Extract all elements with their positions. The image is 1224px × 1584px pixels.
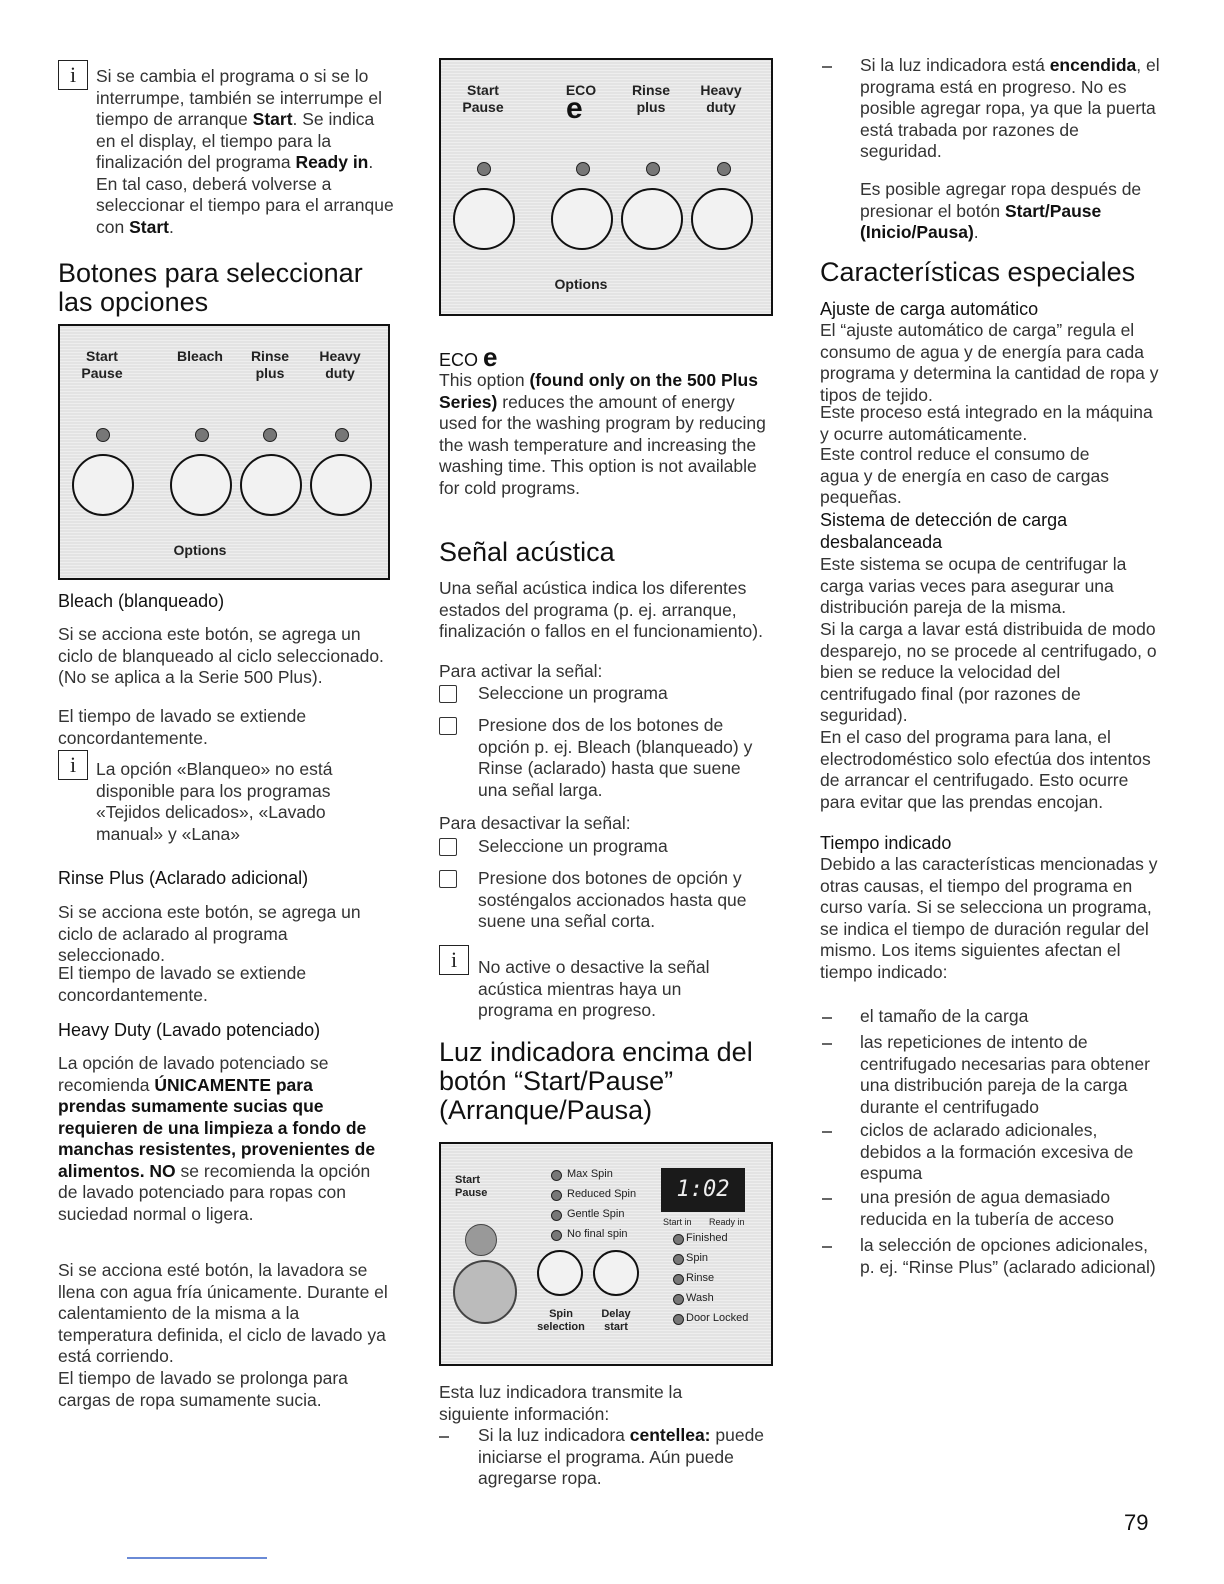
ready-in-label: Ready in [709,1217,745,1227]
checkbox-icon [439,838,457,856]
panel-label-eco: ECO [565,82,597,98]
info-icon: i [58,750,88,780]
agregar-ropa-text: Es posible agregar ropa después de presionar el botón Start/Pause (Inicio/Pausa). [860,179,1142,242]
eco-panel-image [439,58,773,316]
heavy-text3: El tiempo de lavado se prolonga para cargas de ropa sumamente sucia. [58,1368,348,1410]
list-dash [822,1131,832,1133]
panel-label-rinse: Rinse plus [250,348,290,381]
info-note-start: Si se cambia el programa o si se lo interrumpe, también se interrumpe el tiempo de arranque Start. Se indica en el display, el tiempo para la finalización del programa Ready in. En tal caso, deberá volverse a seleccionar el tiempo para el arranque con Start. [96,66,394,237]
info-icon: i [58,60,88,90]
option-button [170,454,232,516]
ajuste-text: El “ajuste automático de carga” regula el consumo de agua y de energía para cada programa y determina la cantidad de ropa y tipos de tejido. [820,320,1159,405]
panel-options-label: Options [173,542,227,558]
bleach-text: Si se acciona este botón, se agrega un ciclo de blanqueado al ciclo seleccionado. (No se aplica a la Serie 500 Plus). [58,624,384,687]
heavy-title: Heavy Duty (Lavado potenciado) [58,1020,321,1040]
indicator-led [673,1294,684,1305]
option-button [691,188,753,250]
indicator-led [195,428,209,442]
indicator-led [551,1190,562,1201]
bleach-title: Bleach (blanqueado) [58,591,225,611]
status-label: Spin [686,1252,709,1264]
list-item: las repeticiones de intento de centrifugado necesarias para obtener una distribución pareja de la carga durante el centrifugado [860,1032,1150,1117]
option-button [621,188,683,250]
panel-label-heavy: Heavy duty [700,82,742,115]
heading-senal: Señal acústica [439,537,615,567]
list-dash [822,1043,832,1045]
footer-link-line [127,1557,267,1559]
start-pause-button [453,1260,517,1324]
eco-symbol: e [566,92,583,125]
heading-botones: Botones para seleccionar las opciones [58,258,363,317]
list-dash [822,1246,832,1248]
rinse-title: Rinse Plus (Aclarado adicional) [58,868,309,888]
luz-item-encendida: Si la luz indicadora está encendida, el programa está en progreso. No es posible agregar ropa, ya que la puerta está trabada por razones de seguridad. [860,55,1160,161]
page-number: 79 [1124,1510,1149,1535]
list-dash [822,66,832,68]
checkbox-icon [439,870,457,888]
ajuste-text3: Este control reduce el consumo de agua y de energía en caso de cargas pequeñas. [820,444,1109,507]
desactivar-label: Para desactivar la señal: [439,813,631,833]
heading-caracteristicas: Características especiales [820,257,1136,287]
panel-options-label: Options [554,276,608,292]
spin-option: Reduced Spin [567,1188,637,1200]
list-dash [822,1198,832,1200]
checkbox-icon [439,717,457,735]
activar-step2: Presione dos de los botones de opción p. ej. Bleach (blanqueado) y Rinse (aclarado) hasta que suene una señal larga. [478,715,753,800]
sistema-text2: Si la carga a lavar está distribuida de modo desparejo, no se procede al centrifugado, o bien se reduce la velocidad del centrifugado final (por razones de seguridad). [820,619,1157,725]
indicator-led [717,162,731,176]
senal-text: Una señal acústica indica los diferentes estados del programa (p. ej. arranque, finalización o fallos en el funcionamiento). [439,578,763,641]
ajuste-text2: Este proceso está integrado en la máquina y ocurre automáticamente. [820,402,1153,444]
status-label: Finished [686,1232,728,1244]
tiempo-text: Debido a las características mencionadas y otras causas, el tiempo del programa en curso varía. Si se selecciona un programa, se indica el tiempo de duración regular del mismo. Los items siguientes afectan el tiempo indicado: [820,854,1158,982]
option-button [240,454,302,516]
list-item: el tamaño de la carga [860,1006,1029,1026]
indicator-light [465,1224,497,1256]
indicator-led [551,1170,562,1181]
indicator-led [673,1234,684,1245]
heavy-text2: Si se acciona esté botón, la lavadora se llena con agua fría únicamente. Durante el calentamiento de la misma a la temperatura definida, el ciclo de lavado ya está corriendo. [58,1260,388,1366]
panel-label-bleach: Bleach [177,348,223,364]
panel-label-start: Start Pause [81,348,123,381]
spin-option: Max Spin [567,1168,613,1180]
start-pause-panel-image [439,1142,773,1366]
ajuste-title: Ajuste de carga automático [820,299,1039,319]
tiempo-title: Tiempo indicado [820,833,952,853]
list-item: la selección de opciones adicionales, p. ej. “Rinse Plus” (aclarado adicional) [860,1235,1156,1277]
luz-item: Si la luz indicadora centellea: puede iniciarse el programa. Aún puede agregarse ropa. [478,1425,765,1488]
panel-label-start: Start Pause [455,1174,488,1199]
spin-option: Gentle Spin [567,1208,625,1220]
indicator-led [96,428,110,442]
options-panel-image [58,324,390,580]
indicator-led [646,162,660,176]
luz-text: Esta luz indicadora transmite la siguiente información: [439,1382,683,1424]
indicator-led [673,1274,684,1285]
indicator-led [335,428,349,442]
sistema-text3: En el caso del programa para lana, el electrodoméstico solo efectúa dos intentos de arrancar el centrifugado. Esto ocurre para evitar que las prendas encojan. [820,727,1151,812]
spin-selection-button [537,1250,583,1296]
status-label: Door Locked [686,1312,749,1324]
option-button [551,188,613,250]
activar-label: Para activar la señal: [439,661,603,681]
spin-option: No final spin [567,1228,628,1240]
eco-title: ECO e [439,342,498,372]
rinse-text: Si se acciona este botón, se agrega un ciclo de aclarado al programa seleccionado. [58,902,361,965]
desactivar-step2: Presione dos botones de opción y sosténgalos accionados hasta que suene una señal corta. [478,868,747,931]
heading-luz: Luz indicadora encima del botón “Start/Pause” (Arranque/Pausa) [439,1037,753,1125]
indicator-led [673,1254,684,1265]
bleach-text2: El tiempo de lavado se extiende concordantemente. [58,706,307,748]
list-item: una presión de agua demasiado reducida en la tubería de acceso [860,1187,1114,1229]
heavy-text: La opción de lavado potenciado se recomienda ÚNICAMENTE para prendas sumamente sucias que requieren de una limpieza a fondo de manchas resistentes, provenientes de alimentos. NO se recomienda la opción de lavado potenciado para ropas con suciedad normal o ligera. [58,1053,376,1224]
list-dash [822,1017,832,1019]
indicator-led [551,1210,562,1221]
activar-step1: Seleccione un programa [478,683,668,703]
panel-label-heavy: Heavy duty [319,348,361,381]
delay-start-button [593,1250,639,1296]
panel-label-rinse: Rinse plus [631,82,671,115]
time-display: 1:02 [661,1168,745,1212]
senal-note: No active o desactive la señal acústica mientras haya un programa en progreso. [478,957,710,1020]
rinse-text2: El tiempo de lavado se extiende concordantemente. [58,963,307,1005]
option-button [72,454,134,516]
list-item: ciclos de aclarado adicionales, debidos a la formación excesiva de espuma [860,1120,1134,1183]
option-button [453,188,515,250]
delay-start-label: Delay start [601,1308,631,1333]
panel-label-start: Start Pause [462,82,504,115]
desactivar-step1: Seleccione un programa [478,836,668,856]
indicator-led [576,162,590,176]
eco-text: This option (found only on the 500 Plus Series) reduces the amount of energy used for the washing program by reducing the wash temperature and increasing the washing time. This option is not available for cold programs. [439,370,766,498]
indicator-led [263,428,277,442]
status-label: Wash [686,1292,714,1304]
bleach-note: La opción «Blanqueo» no está disponible para los programas «Tejidos delicados», «Lavado manual» y «Lana» [96,759,333,844]
list-dash [439,1436,449,1438]
sistema-text: Este sistema se ocupa de centrifugar la carga varias veces para asegurar una distribución pareja de la misma. [820,554,1127,617]
start-in-label: Start in [663,1217,692,1227]
checkbox-icon [439,685,457,703]
sistema-title: Sistema de detección de carga desbalanceada [820,510,1068,552]
spin-selection-label: Spin selection [537,1308,585,1333]
status-label: Rinse [686,1272,715,1284]
option-button [310,454,372,516]
indicator-led [551,1230,562,1241]
indicator-led [673,1314,684,1325]
indicator-led [477,162,491,176]
info-icon: i [439,945,469,975]
